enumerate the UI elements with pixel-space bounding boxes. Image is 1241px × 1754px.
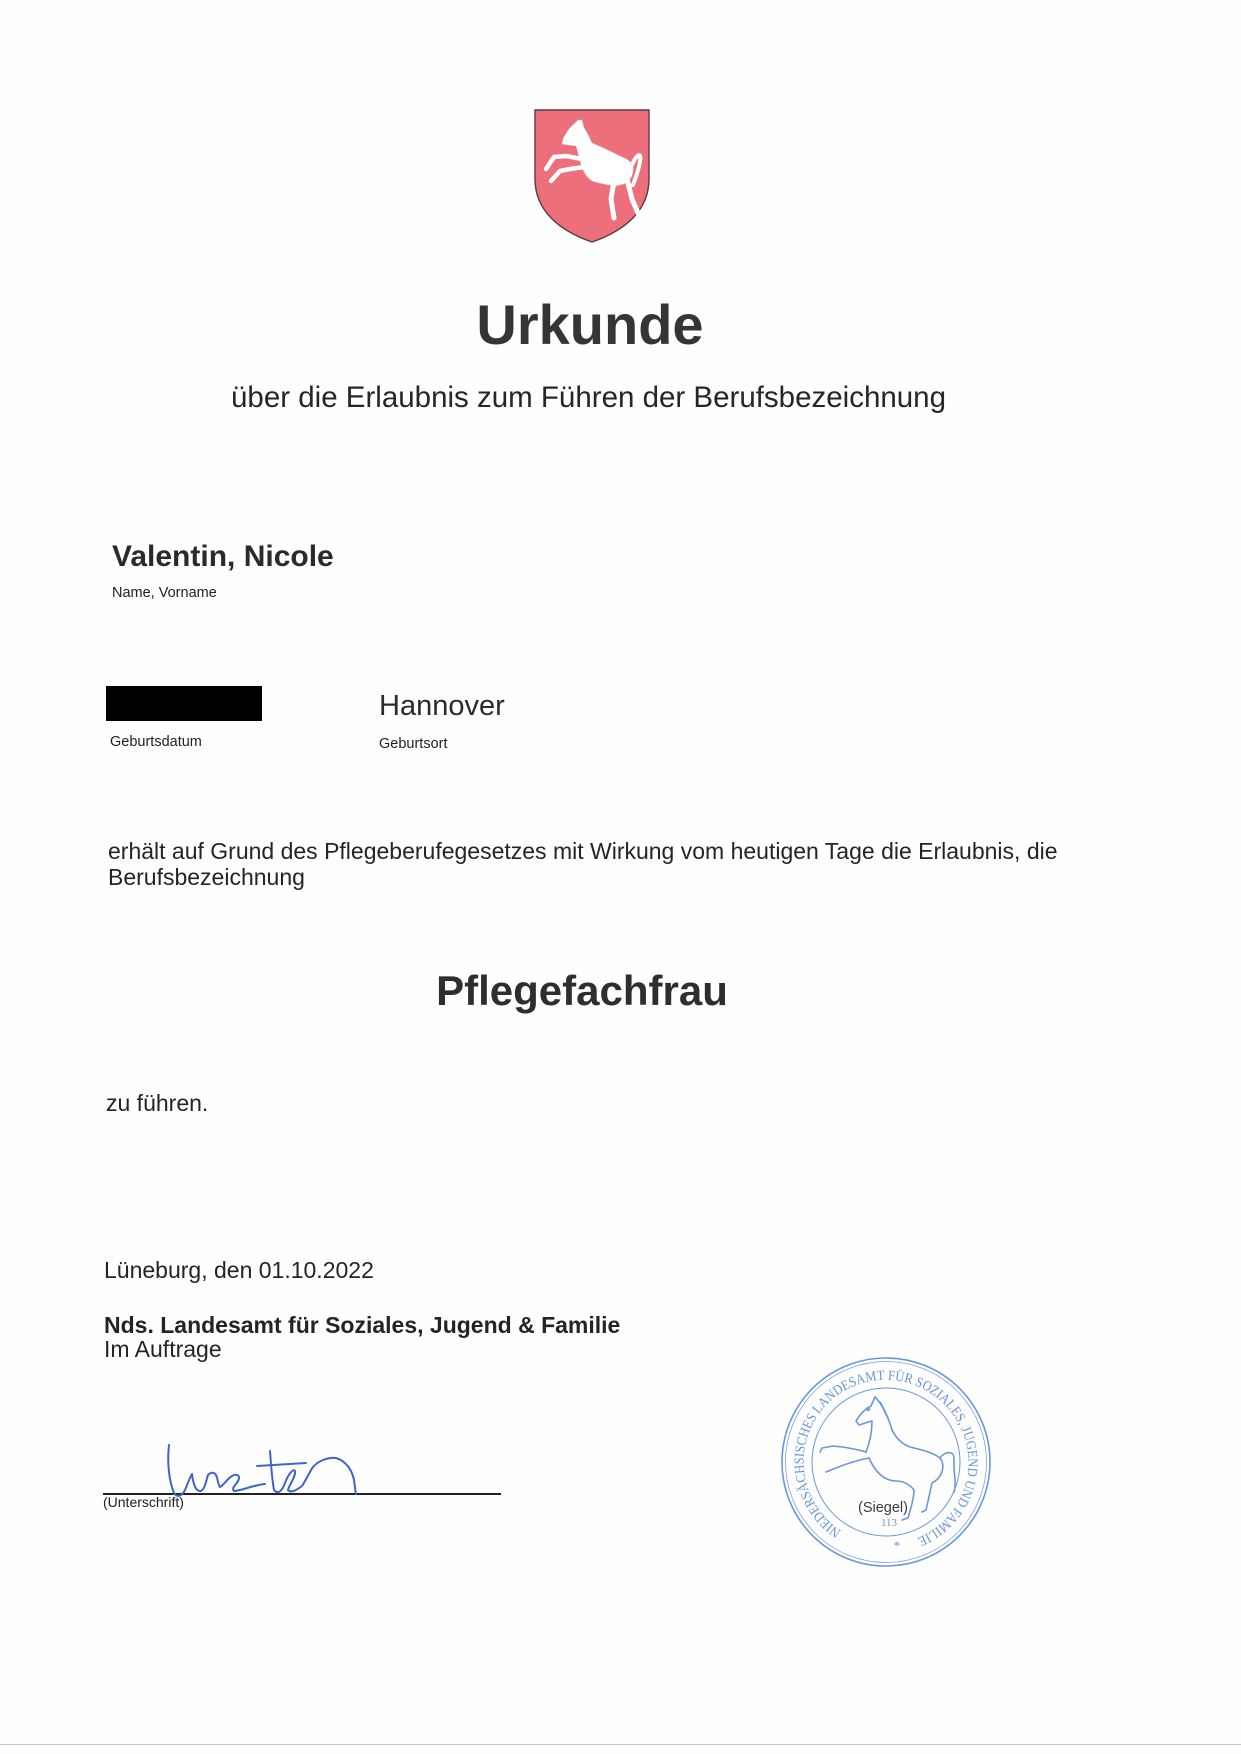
seal-outer-ring xyxy=(782,1358,990,1566)
birth-date-label: Geburtsdatum xyxy=(110,734,202,750)
scan-edge-line xyxy=(0,1744,1241,1745)
seal-ring-textpath: NIEDERSÄCHSISCHES LANDESAMT FÜR SOZIALES, JUGEND UND FAMILIE xyxy=(792,1368,980,1549)
seal-star: * xyxy=(893,1538,901,1553)
certificate-title: Urkunde xyxy=(476,293,704,356)
birth-place: Hannover xyxy=(379,690,505,722)
closing-text: zu führen. xyxy=(106,1090,209,1116)
signature-image xyxy=(160,1436,365,1502)
seal-label: (Siegel) xyxy=(858,1500,908,1516)
official-seal-stamp xyxy=(776,1352,996,1572)
on-behalf-note: Im Auftrage xyxy=(104,1336,222,1362)
seal-number: 113 xyxy=(880,1517,898,1529)
seal-lines xyxy=(782,1358,990,1566)
seal-text-group xyxy=(793,1367,980,1553)
job-title: Pflegefachfrau xyxy=(436,967,728,1014)
permission-text: erhält auf Grund des Pflegeberufegesetzes mit Wirkung vom heutigen Tage die Erlaubnis, die Berufsbezeichnung xyxy=(108,838,1058,890)
seal-second-ring xyxy=(786,1362,987,1563)
holder-name: Valentin, Nicole xyxy=(112,540,334,573)
place-date: Lüneburg, den 01.10.2022 xyxy=(104,1257,374,1283)
name-label: Name, Vorname xyxy=(112,585,217,601)
certificate-subtitle: über die Erlaubnis zum Führen der Berufsbezeichnung xyxy=(231,381,946,414)
birth-place-label: Geburtsort xyxy=(379,736,448,752)
signature-label: (Unterschrift) xyxy=(103,1494,184,1510)
issuing-authority: Nds. Landesamt für Soziales, Jugend & Familie xyxy=(104,1312,621,1338)
signature-strokes xyxy=(168,1445,356,1496)
coat-of-arms-icon xyxy=(532,107,652,245)
birth-date-redaction xyxy=(106,686,262,721)
